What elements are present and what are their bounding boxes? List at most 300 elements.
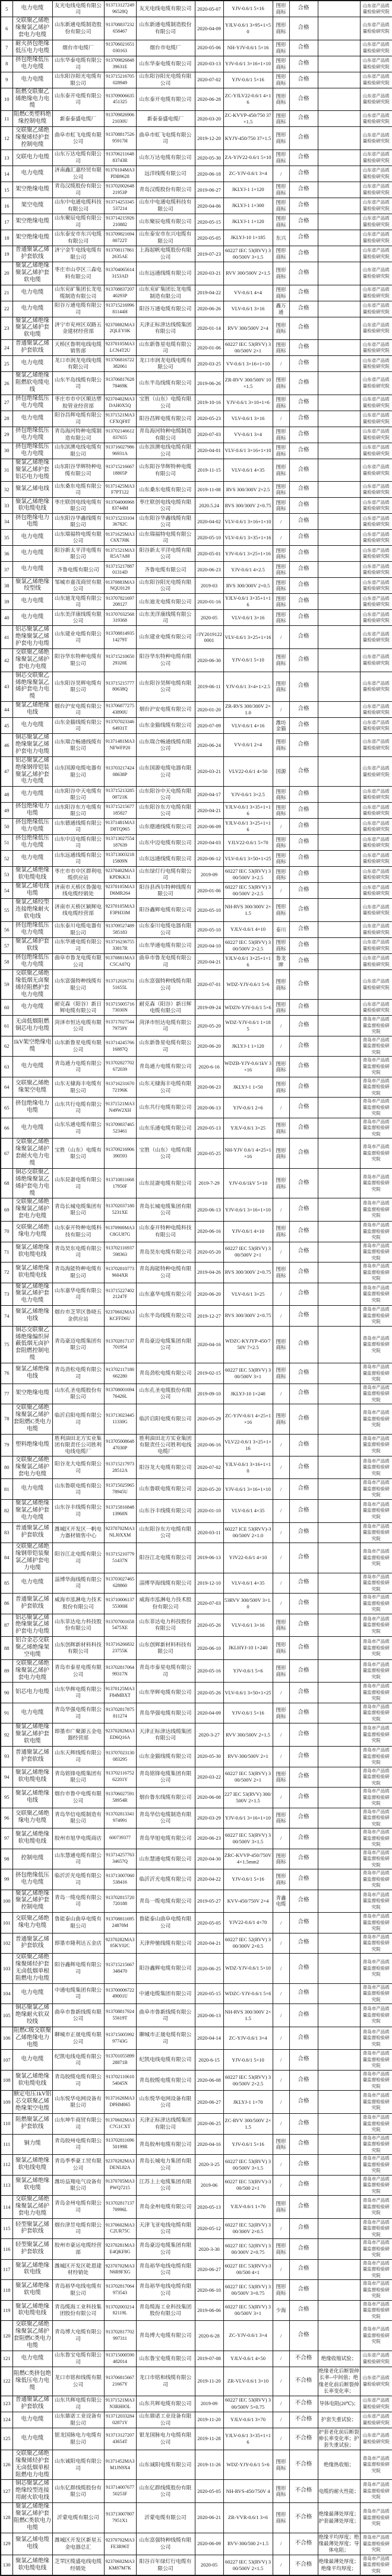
- cell-result: 合格: [289, 1198, 318, 1222]
- cell-production-date: 2020-06-25: [195, 2114, 223, 2135]
- cell-credit-code: 91371521797328512A: [104, 1456, 136, 1479]
- table-row: [1, 88, 392, 111]
- cell-spec-model: VLV-0.6/1 3×35+1×16: [223, 530, 273, 546]
- cell-failed-items: [318, 672, 360, 702]
- cell-failed-items: 绝缘最薄处厚度；绝缘平均厚度；: [318, 2555, 360, 2575]
- table-row: [1, 2239, 392, 2260]
- cell-inspection-agency: 青岛市产品质量监督检验研究院: [360, 1036, 392, 1057]
- cell-labeled-manufacturer: 青岛豪迈电缆集团有限公司: [136, 2239, 195, 2260]
- table-row: [1, 672, 392, 702]
- cell-labeled-manufacturer: 青岛市泰星电缆有限公司: [136, 1659, 195, 1683]
- cell-index: 121: [1, 2351, 12, 2367]
- cell-index: 88: [1, 1637, 12, 1660]
- cell-credit-code: 91371521577780638Q: [104, 672, 136, 702]
- cell-spec-model: RVV 300/500V 2×1.5: [223, 1723, 273, 1747]
- cell-credit-code: 91371623675533817R: [104, 937, 136, 953]
- cell-inspection-agency: 青岛市产品质量监督检验研究院: [360, 2450, 392, 2480]
- cell-failed-items: [318, 372, 360, 395]
- cell-result: 不合格: [289, 2555, 318, 2575]
- cell-product-name: 普通聚氯乙烯护套软线: [12, 2396, 52, 2412]
- table-row: [1, 718, 392, 734]
- cell-spec-model: VLV-0.6/1 3×16+1×10: [223, 443, 273, 459]
- cell-inspection-agency: 山东省产品质量检验研究院: [360, 610, 392, 626]
- cell-failed-items: [318, 803, 360, 819]
- cell-credit-code: 913702817064973543: [104, 2280, 136, 2301]
- cell-trademark: /: [273, 1036, 289, 1057]
- table-row: [1, 2155, 392, 2176]
- cell-production-date: 2020-07-09: [195, 718, 223, 734]
- cell-credit-code: 913715000590482014: [104, 2351, 136, 2367]
- table-row: [1, 230, 392, 246]
- cell-inspection-agency: 青岛市产品质量监督检验研究院: [360, 2480, 392, 2503]
- table-row: [1, 1788, 392, 1808]
- cell-inspection-agency: 山东省产品质量检验研究院: [360, 672, 392, 702]
- cell-labeled-manufacturer: 青岛华旭电缆有限公司: [136, 1828, 195, 1849]
- cell-spec-model: ZC-YJV-0.6/1 4×25+1×16: [223, 1404, 273, 1435]
- cell-labeled-manufacturer: 青岛海能特种电缆有限公司: [136, 1262, 195, 1283]
- cell-production-date: 2020-06-18: [195, 166, 223, 182]
- cell-inspection-agency: 青岛市产品质量监督检验研究院: [360, 1168, 392, 1198]
- cell-result: 合格: [289, 372, 318, 395]
- cell-production-date: 2020-06-20: [195, 1283, 223, 1306]
- cell-trademark: /: [273, 1242, 289, 1262]
- cell-labeled-manufacturer: 阳谷万通电缆有限公司: [136, 301, 195, 317]
- cell-failed-items: [318, 2004, 360, 2027]
- cell-credit-code: 91370881493514279T: [104, 626, 136, 649]
- cell-spec-model: YJLV-0.6/1 4×10: [223, 921, 273, 937]
- cell-index: 112: [1, 2155, 12, 2176]
- cell-trademark: /: [273, 1954, 289, 1984]
- cell-trademark: /: [273, 166, 289, 182]
- cell-manufacturer: 山东坤牛商贸有限公司: [52, 2114, 104, 2135]
- cell-production-date: 2020-05-07: [195, 1, 223, 17]
- cell-failed-items: [318, 1326, 360, 1363]
- cell-product-name: 阻燃交联聚乙烯绝缘电力电缆: [12, 88, 52, 111]
- cell-trademark: /: [273, 2027, 289, 2050]
- cell-result: 合格: [289, 1168, 318, 1198]
- cell-credit-code: 92370702MA3NLJ0XXM: [104, 1522, 136, 1543]
- cell-manufacturer: 山东泰开电缆有限公司: [52, 88, 104, 111]
- cell-labeled-manufacturer: 山东鲁联电缆有限公司: [136, 1479, 195, 1500]
- cell-trademark: 青鑫电缆: [273, 1890, 289, 1913]
- cell-product-name: 挤包绝缘电力电缆: [12, 1098, 52, 1118]
- cell-failed-items: [318, 262, 360, 285]
- table-row: [1, 953, 392, 969]
- cell-inspection-agency: 青岛市产品质量监督检验研究院: [360, 2114, 392, 2135]
- cell-manufacturer: 烟台沪安电缆有限公司: [52, 702, 104, 718]
- cell-production-date: 2020-07-01: [195, 969, 223, 1000]
- table-row: [1, 969, 392, 1000]
- cell-trademark: /: [273, 1828, 289, 1849]
- cell-failed-items: [318, 937, 360, 953]
- cell-spec-model: VLV-0.6/1 4×35: [223, 459, 273, 482]
- cell-result: 合格: [289, 1000, 318, 1016]
- cell-production-date: 2020-06-30: [195, 649, 223, 672]
- cell-production-date: 2020-01-06: [195, 883, 223, 899]
- cell-spec-model: VLV-0.6/1 3×16: [223, 301, 273, 317]
- cell-failed-items: [318, 1747, 360, 1767]
- cell-labeled-manufacturer: 齐鲁电缆有限公司: [136, 562, 195, 578]
- cell-manufacturer: 山东嘉华电缆有限公司: [52, 1283, 104, 1306]
- cell-product-name: 聚氯乙烯电缆电线: [12, 2533, 52, 2555]
- cell-product-name: 聚氯乙烯绝缘阻燃软电缆电线: [12, 372, 52, 395]
- cell-trademark: 图形商标: [273, 1, 289, 17]
- cell-spec-model: YJLV-0.6/1 3×25+1×16: [223, 953, 273, 969]
- cell-product-name: 交联聚乙烯绝缘聚氯乙烯护套阻燃C类电力电缆: [12, 1404, 52, 1435]
- cell-failed-items: 电缆的耐火性能；: [318, 2480, 360, 2503]
- cell-result: 合格: [289, 1767, 318, 1788]
- cell-trademark: 图形商标: [273, 498, 289, 514]
- table-row: [1, 2280, 392, 2301]
- cell-product-name: 阻燃聚氯乙烯护套软线: [12, 2114, 52, 2135]
- table-row: [1, 2196, 392, 2219]
- cell-index: 101: [1, 1913, 12, 1933]
- cell-trademark: 图形商标: [273, 672, 289, 702]
- cell-result: 不合格: [289, 2412, 318, 2428]
- cell-manufacturer: 龙口市铭和线缆有限公司: [52, 2367, 104, 2396]
- cell-manufacturer: 山东泰安市东兴电缆有限公司: [52, 230, 104, 246]
- cell-index: 79: [1, 1434, 12, 1456]
- cell-index: 113: [1, 2175, 12, 2196]
- cell-failed-items: [318, 427, 360, 443]
- cell-production-date: 2020-04-03: [195, 835, 223, 851]
- cell-product-name: 电力电缆: [12, 301, 52, 317]
- cell-failed-items: [318, 56, 360, 72]
- cell-trademark: 图形商标: [273, 1659, 289, 1683]
- cell-spec-model: YJV-0.6/1 5×16: [223, 72, 273, 88]
- cell-index: 87: [1, 1614, 12, 1637]
- cell-labeled-manufacturer: 青岛华信电缆制造有限公司: [136, 1808, 195, 1828]
- table-row: [1, 1828, 392, 1849]
- cell-trademark: /: [273, 1499, 289, 1522]
- cell-labeled-manufacturer: 山东阳谷中天电缆有限公司: [136, 787, 195, 803]
- table-row: [1, 2396, 392, 2412]
- cell-index: 118: [1, 2280, 12, 2301]
- cell-labeled-manufacturer: 山东亿群线缆股份有限公司: [136, 2480, 195, 2503]
- cell-inspection-agency: 青岛市产品质量监督检验研究院: [360, 2027, 392, 2050]
- cell-credit-code: 92370281MA3E4QKF8G: [104, 2239, 136, 2260]
- cell-product-name: 铝合金芯交联聚乙烯绝缘架空电缆: [12, 1637, 52, 1660]
- cell-labeled-manufacturer: 山东阳谷昊辉电缆有限公司: [136, 672, 195, 702]
- cell-product-name: 交联聚乙烯绝缘聚氯乙烯护套阻燃C类电力电缆: [12, 2321, 52, 2351]
- cell-index: 47: [1, 756, 12, 787]
- cell-credit-code: 913702117180662280: [104, 1363, 136, 1384]
- cell-credit-code: 913706816722382061: [104, 356, 136, 372]
- cell-labeled-manufacturer: 山东诚阳电缆有限公司: [136, 2450, 195, 2480]
- cell-product-name: 无卤低烟阻燃铜芯电力电缆: [12, 1016, 52, 1036]
- cell-product-name: 聚氯乙烯绝缘聚氯乙烯护套电力电缆: [12, 1499, 52, 1522]
- cell-spec-model: 60227 IEC 52(RVV) 300/300V 2×0.75: [223, 2239, 273, 2260]
- table-row: [1, 285, 392, 301]
- cell-spec-model: 53RVV 300/500V 3×1.0: [223, 1594, 273, 1614]
- cell-labeled-manufacturer: 烟台市电缆厂: [136, 40, 195, 56]
- cell-index: 30: [1, 443, 12, 459]
- cell-trademark: /: [273, 1573, 289, 1594]
- cell-failed-items: [318, 1222, 360, 1242]
- cell-index: 70: [1, 1222, 12, 1242]
- cell-credit-code: 9137070016585475XE: [104, 1614, 136, 1637]
- cell-labeled-manufacturer: 阳谷百年绿灯行电缆有限公司: [136, 2555, 195, 2575]
- cell-inspection-agency: 青岛市产品质量监督检验研究院: [360, 2070, 392, 2091]
- cell-inspection-agency: 山东省产品质量检验研究院: [360, 562, 392, 578]
- cell-failed-items: [318, 498, 360, 514]
- cell-credit-code: 91371502596578945U: [104, 1479, 136, 1500]
- cell-spec-model: RVV 300/500V 2×4: [223, 317, 273, 340]
- table-row: [1, 1479, 392, 1500]
- cell-inspection-agency: 山东省产品质量检验研究院: [360, 851, 392, 867]
- cell-index: 14: [1, 166, 12, 182]
- cell-manufacturer: 曲阜市鲁新线缆有限公司: [52, 2004, 104, 2027]
- table-row: [1, 835, 392, 851]
- cell-manufacturer: 山东新通电缆制造股份有限公司: [52, 17, 104, 40]
- cell-failed-items: [318, 111, 360, 127]
- cell-spec-model: YJV-0.6/1 3×10+1×6: [223, 395, 273, 411]
- cell-inspection-agency: 山东省产品质量检验研究院: [360, 787, 392, 803]
- cell-credit-code: 92370602MA3KCFFD6U: [104, 1306, 136, 1327]
- cell-inspection-agency: 山东省产品质量检验研究院: [360, 459, 392, 482]
- cell-credit-code: 91371702754479759Y: [104, 1016, 136, 1036]
- cell-result: 合格: [289, 2070, 318, 2091]
- cell-result: 合格: [289, 127, 318, 150]
- cell-credit-code: 913702146612837655: [104, 427, 136, 443]
- cell-trademark: 图形商标: [273, 1326, 289, 1363]
- cell-inspection-agency: 山东省产品质量检验研究院: [360, 2367, 392, 2396]
- cell-labeled-manufacturer: 青岛长城电力集团有限公司: [136, 2155, 195, 2176]
- cell-result: 合格: [289, 1983, 318, 2004]
- cell-result: 合格: [289, 2239, 318, 2260]
- cell-production-date: 2020.5.24: [195, 498, 223, 514]
- cell-failed-items: [318, 301, 360, 317]
- cell-result: 不合格: [289, 2396, 318, 2412]
- cell-credit-code: 91371523310436782C: [104, 514, 136, 530]
- cell-labeled-manufacturer: 山东新鲁星电缆有限公司: [136, 1036, 195, 1057]
- cell-trademark: 图形商标: [273, 1138, 289, 1169]
- cell-inspection-agency: 山东省产品质量检验研究院: [360, 756, 392, 787]
- table-row: [1, 1747, 392, 1767]
- cell-inspection-agency: 山东省产品质量检验研究院: [360, 372, 392, 395]
- table-row: [1, 1913, 392, 1933]
- cell-index: 129: [1, 2533, 12, 2555]
- cell-failed-items: [318, 1036, 360, 1057]
- cell-production-date: 2020-05-30: [195, 1747, 223, 1767]
- cell-trademark: 图形商标: [273, 2503, 289, 2533]
- cell-result: 合格: [289, 1306, 318, 1327]
- cell-production-date: 2020-05-25: [195, 1138, 223, 1169]
- cell-labeled-manufacturer: 阳谷龙大电缆有限公司: [136, 1456, 195, 1479]
- cell-index: 80: [1, 1456, 12, 1479]
- cell-trademark: /: [273, 1543, 289, 1573]
- cell-production-date: 2020-05-06: [195, 40, 223, 56]
- cell-production-date: 2019-07-08: [195, 2351, 223, 2367]
- cell-credit-code: 913702116937598363: [104, 1242, 136, 1262]
- cell-index: 123: [1, 2396, 12, 2412]
- cell-production-date: 2019-05-27: [195, 1890, 223, 1913]
- cell-inspection-agency: 青岛市产品质量监督检验研究院: [360, 2533, 392, 2555]
- cell-labeled-manufacturer: 江苏上上电缆集团有限公司: [136, 2175, 195, 2196]
- cell-trademark: 图形商标: [273, 182, 289, 198]
- cell-index: 5: [1, 1, 12, 17]
- cell-labeled-manufacturer: 山东中迈电缆有限公司: [136, 835, 195, 851]
- cell-production-date: 2019-12-27: [195, 1306, 223, 1327]
- cell-manufacturer: 阳谷万通电缆有限公司: [52, 301, 104, 317]
- cell-spec-model: ZC-YJV-0.6/1 3×4: [223, 166, 273, 182]
- cell-inspection-agency: 山东省产品质量检验研究院: [360, 899, 392, 922]
- cell-trademark: /: [273, 1384, 289, 1404]
- cell-inspection-agency: 青岛市产品质量监督检验研究院: [360, 1703, 392, 1723]
- table-row: [1, 1168, 392, 1198]
- cell-inspection-agency: 青岛市产品质量监督检验研究院: [360, 1522, 392, 1543]
- cell-inspection-agency: 山东省产品质量检验研究院: [360, 230, 392, 246]
- cell-product-name: 挤包绝缘电力电缆: [12, 514, 52, 530]
- cell-trademark: /: [273, 2218, 289, 2239]
- cell-labeled-manufacturer: 山东无棣海丰电缆有限公司: [136, 1077, 195, 1098]
- table-row: [1, 2503, 392, 2533]
- cell-production-date: 2020-05-13: [195, 2196, 223, 2219]
- cell-labeled-manufacturer: 山东中电通电缆科技有限公司: [136, 198, 195, 214]
- cell-product-name: 聚氯乙烯绝缘聚氯乙烯护套阻燃C类软电力电缆: [12, 2503, 52, 2533]
- cell-spec-model: RVV 300/500V 2×1.5: [223, 262, 273, 285]
- cell-product-name: 电力电缆: [12, 546, 52, 562]
- cell-inspection-agency: 青岛市产品质量监督检验研究院: [360, 2239, 392, 2260]
- cell-labeled-manufacturer: 曲阜市鲁龙电缆有限公司: [136, 953, 195, 969]
- cell-index: 38: [1, 578, 12, 594]
- cell-trademark: 图形商标: [273, 851, 289, 867]
- cell-spec-model: 60227 IEC 53(RVV) 300/500V 3×1.5: [223, 246, 273, 262]
- cell-inspection-agency: 青岛市产品质量监督检验研究院: [360, 1222, 392, 1242]
- cell-credit-code: 91371425776334657Q: [104, 1849, 136, 1869]
- cell-failed-items: [318, 166, 360, 182]
- cell-trademark: 图形商标: [273, 1808, 289, 1828]
- cell-product-name: 普通聚氯乙烯护套软线: [12, 1522, 52, 1543]
- cell-trademark: /: [273, 411, 289, 427]
- cell-trademark: /: [273, 702, 289, 718]
- cell-product-name: 聚氯乙烯绝缘软电线电缆: [12, 2155, 52, 2176]
- cell-production-date: 2020-03-21: [195, 262, 223, 285]
- cell-inspection-agency: 青岛市产品质量监督检验研究院: [360, 2555, 392, 2575]
- cell-trademark: 少海: [273, 2300, 289, 2321]
- cell-credit-code: 91371602798696931A: [104, 443, 136, 459]
- cell-product-name: 电力电缆: [12, 562, 52, 578]
- cell-index: 52: [1, 851, 12, 867]
- cell-inspection-agency: 山东省产品质量检验研究院: [360, 111, 392, 127]
- cell-index: 63: [1, 1057, 12, 1077]
- cell-spec-model: YJV-0.6/1 3×16+1×10: [223, 56, 273, 72]
- cell-inspection-agency: 山东省产品质量检验研究院: [360, 718, 392, 734]
- cell-labeled-manufacturer: 临沂沂光电缆有限公司: [136, 1869, 195, 1890]
- cell-manufacturer: 青岛铭锋电缆集团有限公司: [52, 1767, 104, 1788]
- cell-inspection-agency: 山东省产品质量检验研究院: [360, 182, 392, 198]
- cell-labeled-manufacturer: 山东泰安市东兴电缆有限公司: [136, 230, 195, 246]
- cell-trademark: /: [273, 1522, 289, 1543]
- cell-product-name: 挤包绝缘低压电力电缆: [12, 819, 52, 835]
- table-row: [1, 899, 392, 922]
- cell-production-date: 2020-06-23: [195, 1828, 223, 1849]
- cell-inspection-agency: 山东省产品质量检验研究院: [360, 1, 392, 17]
- cell-manufacturer: 友光电线电缆有限公司: [52, 1, 104, 17]
- cell-manufacturer: 山东鼎诺工业设备有限公司: [52, 2412, 104, 2428]
- cell-failed-items: [318, 2239, 360, 2260]
- cell-labeled-manufacturer: 山东富强特种线缆有限公司: [136, 2533, 195, 2555]
- cell-credit-code: 91370602MA3C7G1CXT: [104, 2114, 136, 2135]
- cell-labeled-manufacturer: 曲阜市虹飞电缆有限公司: [136, 127, 195, 150]
- cell-failed-items: [318, 1933, 360, 1954]
- table-row: [1, 372, 392, 395]
- cell-manufacturer: 山东昆嵛电缆有限公司: [52, 1168, 104, 1198]
- cell-result: 合格: [289, 921, 318, 937]
- cell-production-date: 2020-06-13: [195, 1198, 223, 1222]
- cell-inspection-agency: 青岛市产品质量监督检验研究院: [360, 2218, 392, 2239]
- cell-spec-model: 60227 IEC 53(RVV) 300/500V 3×1.5: [223, 2155, 273, 2176]
- table-row: [1, 1614, 392, 1637]
- cell-inspection-agency: 青岛市产品质量监督检验研究院: [360, 1077, 392, 1098]
- cell-labeled-manufacturer: 上海起帆电缆股份有限公司: [136, 246, 195, 262]
- cell-labeled-manufacturer: 山东泰开电缆有限公司: [136, 88, 195, 111]
- cell-result: 合格: [289, 578, 318, 594]
- cell-production-date: 2020-05-29: [195, 1404, 223, 1435]
- cell-inspection-agency: 山东省产品质量检验研究院: [360, 498, 392, 514]
- cell-product-name: 铜芯交联聚乙烯绝缘编织屏蔽低烟无卤护套阻燃控制电缆: [12, 1326, 52, 1363]
- cell-spec-model: YJV-0.6/1 5×6: [223, 1659, 273, 1683]
- cell-trademark: /: [273, 2533, 289, 2555]
- cell-inspection-agency: 青岛市产品质量监督检验研究院: [360, 1913, 392, 1933]
- cell-credit-code: 91371302344511330G: [104, 1404, 136, 1435]
- table-row: [1, 395, 392, 411]
- table-row: [1, 411, 392, 427]
- table-row: [1, 1138, 392, 1169]
- cell-failed-items: [318, 1118, 360, 1138]
- cell-result: 合格: [289, 214, 318, 230]
- cell-failed-items: 绝缘老化后断裂伸长率--中间值；绝缘老化前后断裂伸长率变化率；: [318, 2367, 360, 2396]
- table-row: [1, 1434, 392, 1456]
- cell-failed-items: [318, 1016, 360, 1036]
- cell-manufacturer: 潍城区开发区新星五金电器总汇: [52, 2533, 104, 2555]
- cell-production-date: 2020-05-10: [195, 899, 223, 922]
- cell-index: 77: [1, 1384, 12, 1404]
- cell-failed-items: [318, 1767, 360, 1788]
- cell-production-date: 2020-05-05: [195, 1913, 223, 1933]
- cell-manufacturer: 山东国源电缆电器有限公司: [52, 756, 104, 787]
- cell-credit-code: 91370982690621030U: [104, 111, 136, 127]
- cell-index: 45: [1, 718, 12, 734]
- cell-failed-items: 绝缘平均厚度；绝缘最薄处厚度；导体电阻；: [318, 2533, 360, 2555]
- cell-inspection-agency: 青岛市产品质量监督检验研究院: [360, 1723, 392, 1747]
- table-row: [1, 2134, 392, 2155]
- cell-result: 合格: [289, 1118, 318, 1138]
- cell-credit-code: 913702815720720188: [104, 1890, 136, 1913]
- cell-result: 合格: [289, 803, 318, 819]
- cell-spec-model: YJV-0.6/1kV 5×10: [223, 1168, 273, 1198]
- cell-result: 合格: [289, 2114, 318, 2135]
- cell-inspection-agency: 青岛市产品质量监督检验研究院: [360, 1890, 392, 1913]
- cell-result: 合格: [289, 1747, 318, 1767]
- cell-labeled-manufacturer: 曲阜市鲁新线缆有限公司: [136, 2004, 195, 2027]
- cell-result: 合格: [289, 702, 318, 718]
- cell-credit-code: 913715215667348470: [104, 1954, 136, 1984]
- cell-manufacturer: 山东谷丰线缆有限公司: [52, 1499, 104, 1522]
- cell-spec-model: JKLYJ-10 1×185: [223, 230, 273, 246]
- cell-product-name: 电力电缆: [12, 72, 52, 88]
- cell-inspection-agency: 青岛市产品质量监督检验研究院: [360, 1283, 392, 1306]
- cell-credit-code: 913702817875811274: [104, 1703, 136, 1723]
- cell-production-date: 2020-04-21: [195, 803, 223, 819]
- cell-trademark: 图形商标: [273, 1222, 289, 1242]
- cell-failed-items: [318, 787, 360, 803]
- cell-inspection-agency: 青岛市产品质量监督检验研究院: [360, 1479, 392, 1500]
- cell-failed-items: [318, 72, 360, 88]
- cell-failed-items: [318, 1543, 360, 1573]
- cell-index: 102: [1, 1933, 12, 1954]
- cell-trademark: /: [273, 2428, 289, 2450]
